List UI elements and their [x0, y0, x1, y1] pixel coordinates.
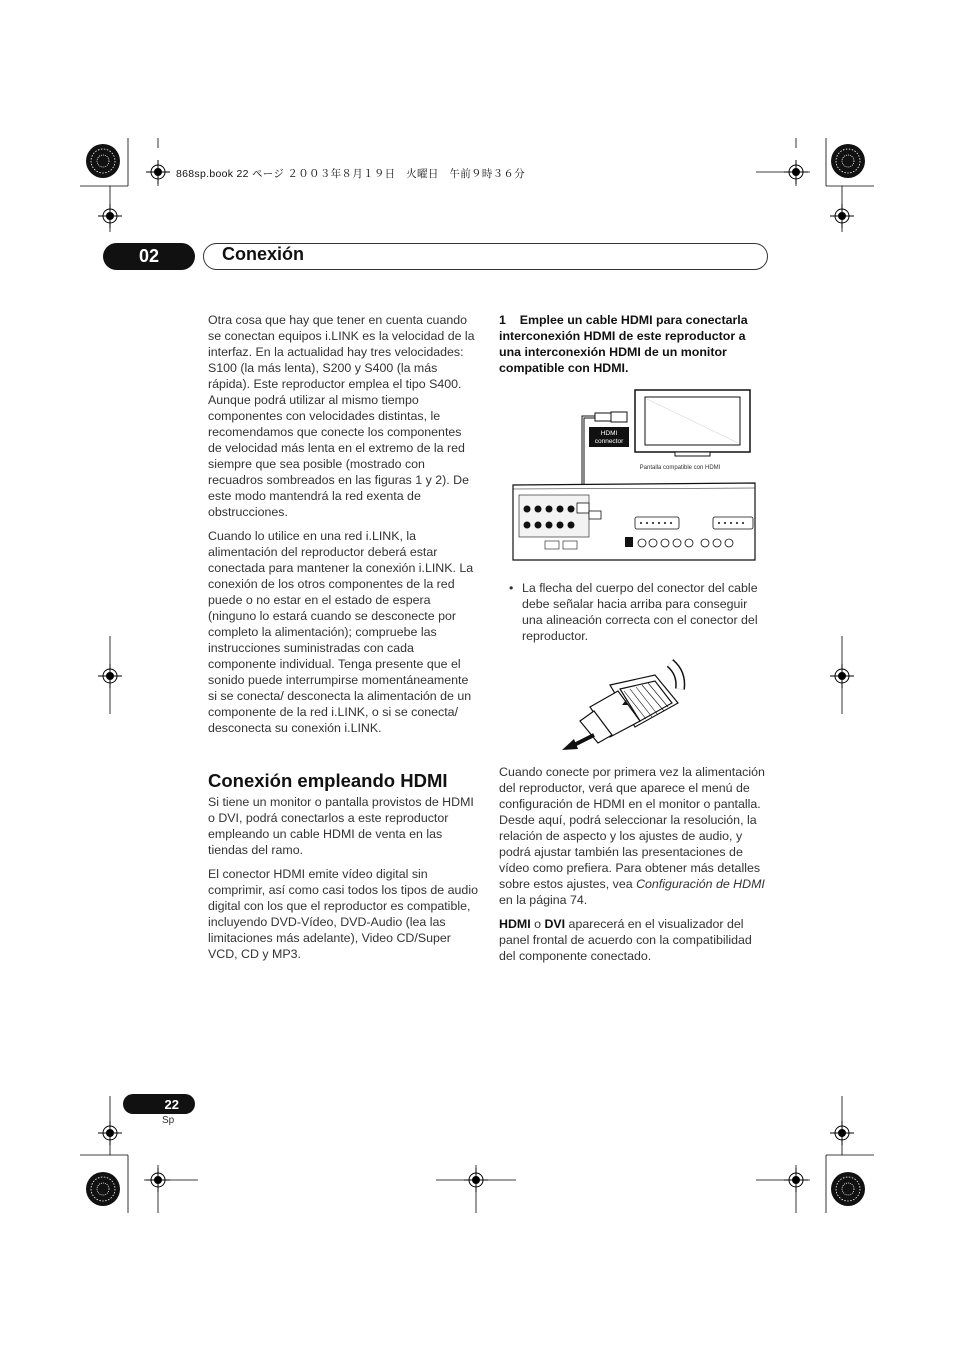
connector-label-hdmi: HDMI [600, 430, 618, 437]
hdmi-connection-diagram [505, 385, 760, 565]
right-column-text [499, 764, 769, 972]
diagram-caption: Pantalla compatible con HDMI [639, 465, 721, 471]
page-number-badge: 22 [123, 1094, 195, 1114]
page-language: Sp [162, 1115, 175, 1126]
step-1 [499, 312, 769, 376]
section-heading-hdmi: Conexión empleando HDMI [208, 770, 448, 791]
chapter-title: Conexión [222, 244, 305, 264]
step-text: Emplee un cable HDMI para conectarla interconexión HDMI de este reproductor a una interconexión HDMI de un monitor compatible con HDMI. [499, 313, 748, 375]
paragraph-hdmi-intro: Si tiene un monitor o pantalla provistos de HDMI o DVI, podrá conectarlos a este reproductor empleando un cable HDMI de venta en las tiendas del ramo. [208, 795, 474, 857]
left-column-hdmi [208, 794, 478, 970]
paragraph-ilink-speed: Otra cosa que hay que tener en cuenta cuando se conectan equipos i.LINK es la velocidad de la interfaz. En la actualidad hay tres velocidades: S100 (la más lenta), S200 y S400 (la más rápida). Este reproductor emplea el tipo S400. Aunque podrá utilizar al mismo tiempo componentes con velocidades distintas, le recomendamos que conecte los componentes de velocidad más lenta en el extremo de la red siempre que sea posible (mostrado con recuadros sombreados en las figuras 1 y 2). De este modo mantendrá la red exenta de obstrucciones. [208, 313, 475, 519]
paragraph-hdmi-output: El conector HDMI emite vídeo digital sin comprimir, así como casi todos los tipos de audio digital con los que el reproductor es compatible, incluyendo DVD-Vídeo, DVD-Audio (lea las limitaciones más adelante), Video CD/Super VCD, CD y MP3. [208, 867, 478, 961]
hdmi-plug-illustration [560, 655, 690, 755]
print-slug: 868sp.book 22 ページ ２００３年８月１９日 火曜日 午前９時３６分 [176, 168, 526, 180]
monitor-illustration [635, 390, 750, 456]
setup-reference: Configuración de HDMI [636, 877, 765, 891]
paragraph-ilink-power: Cuando lo utilice en una red i.LINK, la alimentación del reproductor deberá estar conectada para mantener la conexión i.LINK. La conexión de los otros componentes de la red puede o no estar en el estado de espera (ninguno lo estará cuando se desconecte por completo la alimentación); compruebe las instrucciones suministradas con cada componente individual. Tenga presente que el sonido puede interrumpirse momentáneamente si se conecta/ desconecta la alimentación de un componente de la red i.LINK, o si se conecta/ desconecta su conexión i.LINK. [208, 529, 474, 735]
bullet-dot: • [509, 581, 514, 595]
connector-label-connector: connector [594, 438, 624, 445]
chapter-number-badge: 02 [103, 243, 195, 270]
bullet-connector-orientation: La flecha del cuerpo del conector del cable debe señalar hacia arriba para conseguir una alineación correcta con el conector del reproductor. [522, 581, 758, 643]
left-column [208, 312, 478, 744]
step-number: 1 [499, 313, 506, 327]
dvi-term: DVI [544, 917, 566, 931]
hdmi-term: HDMI [499, 917, 531, 931]
player-rear-panel [513, 483, 755, 560]
paragraph-hdmi-setup: Cuando conecte por primera vez la alimentación del reproductor, verá que aparece el menú de configuración de HDMI en el monitor o pantalla. Desde aquí, podrá seleccionar la resolución, la relación de aspecto y los ajustes de audio, y podrá ajustar también las presentaciones de vídeo como prefiera. Para obtener más detalles sobre estos ajustes, vea Configuración de HDMI en la página 74. [499, 765, 765, 907]
paragraph-display-indicator: HDMI o DVI aparecerá en el visualizador del panel frontal de acuerdo con la compatibilidad del componente conectado. [499, 917, 752, 963]
